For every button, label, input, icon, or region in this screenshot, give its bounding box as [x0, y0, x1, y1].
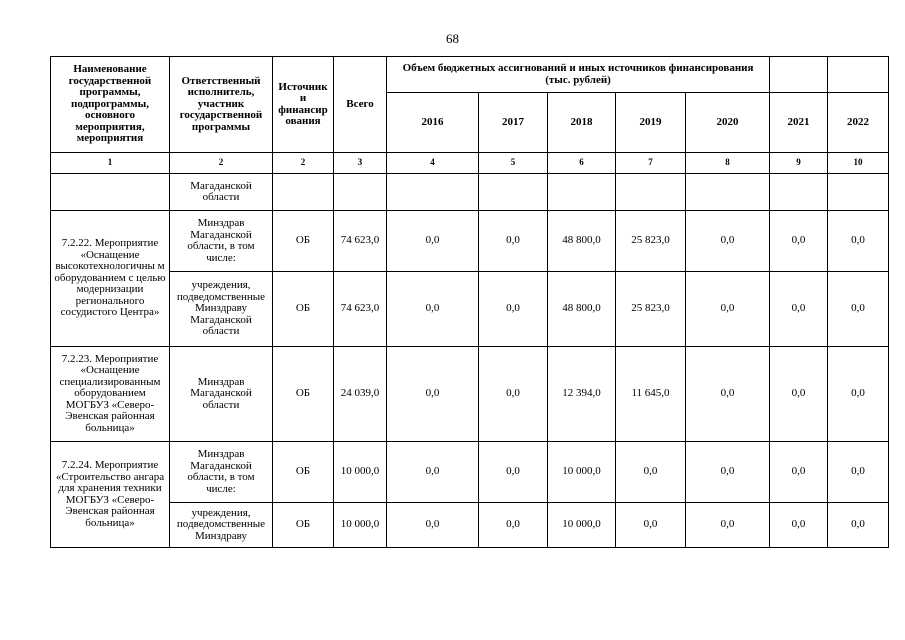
header-blank-1 — [770, 57, 828, 93]
value-cell: 0,0 — [387, 347, 479, 442]
value-cell: 0,0 — [770, 347, 828, 442]
table-row — [51, 272, 889, 347]
column-number: 1 — [51, 153, 170, 174]
header-name: Наименование государственной программы, подпрограммы, основного мероприятия, мероприятия — [51, 57, 170, 153]
page-number: 68 — [446, 31, 459, 46]
header-source: Источник и финансир ования — [273, 57, 334, 153]
value-cell: 0,0 — [387, 272, 479, 347]
value-cell: 0,0 — [479, 347, 548, 442]
source-cell: ОБ — [273, 272, 334, 347]
header-year: 2020 — [686, 93, 770, 153]
header-executor: Ответственный исполнитель, участник государственной программы — [170, 57, 273, 153]
value-cell: 0,0 — [828, 211, 889, 272]
value-cell: 0,0 — [686, 211, 770, 272]
header-year: 2018 — [548, 93, 616, 153]
value-cell: 0,0 — [770, 442, 828, 503]
header-volume: Объем бюджетных ассигнований и иных источников финансирования (тыс. рублей) — [387, 57, 770, 93]
value-cell: 0,0 — [686, 442, 770, 503]
column-number: 7 — [616, 153, 686, 174]
value-cell: 11 645,0 — [616, 347, 686, 442]
header-year: 2021 — [770, 93, 828, 153]
value-cell: 0,0 — [479, 272, 548, 347]
total-cell: 74 623,0 — [334, 272, 387, 347]
value-cell: 0,0 — [479, 211, 548, 272]
executor-cell: учреждения, подведомственные Минздраву Магаданской области — [170, 272, 273, 347]
total-cell: 10 000,0 — [334, 442, 387, 503]
value-cell: 0,0 — [828, 442, 889, 503]
table-row — [51, 347, 889, 442]
executor-cell: Минздрав Магаданской области, в том числе: — [170, 442, 273, 503]
source-cell: ОБ — [273, 442, 334, 503]
value-cell: 0,0 — [828, 272, 889, 347]
value-cell: 0,0 — [686, 347, 770, 442]
header-year: 2022 — [828, 93, 889, 153]
value-cell: 0,0 — [828, 347, 889, 442]
executor-cell: учреждения, подведомственные Минздраву — [170, 503, 273, 548]
header-year: 2016 — [387, 93, 479, 153]
value-cell: 0,0 — [686, 503, 770, 548]
budget-table — [50, 56, 889, 548]
source-cell: ОБ — [273, 347, 334, 442]
column-number: 2 — [170, 153, 273, 174]
value-cell: 0,0 — [387, 211, 479, 272]
value-cell: 12 394,0 — [548, 347, 616, 442]
column-number: 5 — [479, 153, 548, 174]
source-cell: ОБ — [273, 503, 334, 548]
executor-cell: Минздрав Магаданской области, в том числе: — [170, 211, 273, 272]
value-cell: 0,0 — [616, 442, 686, 503]
source-cell: ОБ — [273, 211, 334, 272]
value-cell: 0,0 — [770, 211, 828, 272]
measure-name: 7.2.22. Мероприятие «Оснащение высокотехнологичны м оборудованием с целью модернизации регионального сосудистого Центра» — [51, 211, 170, 347]
table-row — [51, 503, 889, 548]
column-number: 8 — [686, 153, 770, 174]
table-row — [51, 211, 889, 272]
value-cell: 48 800,0 — [548, 272, 616, 347]
value-cell: 0,0 — [387, 442, 479, 503]
column-number: 10 — [828, 153, 889, 174]
column-number: 9 — [770, 153, 828, 174]
total-cell: 24 039,0 — [334, 347, 387, 442]
column-number: 3 — [334, 153, 387, 174]
executor-cell: Магаданской области — [170, 174, 273, 211]
value-cell: 48 800,0 — [548, 211, 616, 272]
value-cell: 0,0 — [828, 503, 889, 548]
value-cell: 0,0 — [616, 503, 686, 548]
table-row-continuation — [51, 174, 889, 211]
value-cell: 0,0 — [770, 503, 828, 548]
executor-cell: Минздрав Магаданской области — [170, 347, 273, 442]
value-cell: 0,0 — [479, 503, 548, 548]
value-cell: 25 823,0 — [616, 272, 686, 347]
value-cell: 0,0 — [479, 442, 548, 503]
column-number: 4 — [387, 153, 479, 174]
value-cell: 10 000,0 — [548, 503, 616, 548]
value-cell: 0,0 — [770, 272, 828, 347]
measure-name: 7.2.23. Мероприятие «Оснащение специализированным оборудованием МОГБУЗ «Северо-Эвенская районная больница» — [51, 347, 170, 442]
total-cell: 74 623,0 — [334, 211, 387, 272]
table-row — [51, 442, 889, 503]
header-year: 2019 — [616, 93, 686, 153]
value-cell: 0,0 — [387, 503, 479, 548]
header-blank-2 — [828, 57, 889, 93]
column-number: 2 — [273, 153, 334, 174]
value-cell: 0,0 — [686, 272, 770, 347]
measure-name: 7.2.24. Мероприятие «Строительство ангара для хранения техники МОГБУЗ «Северо-Эвенская районная больница» — [51, 442, 170, 548]
value-cell: 25 823,0 — [616, 211, 686, 272]
column-number: 6 — [548, 153, 616, 174]
header-year: 2017 — [479, 93, 548, 153]
total-cell: 10 000,0 — [334, 503, 387, 548]
header-total: Всего — [334, 57, 387, 153]
value-cell: 10 000,0 — [548, 442, 616, 503]
